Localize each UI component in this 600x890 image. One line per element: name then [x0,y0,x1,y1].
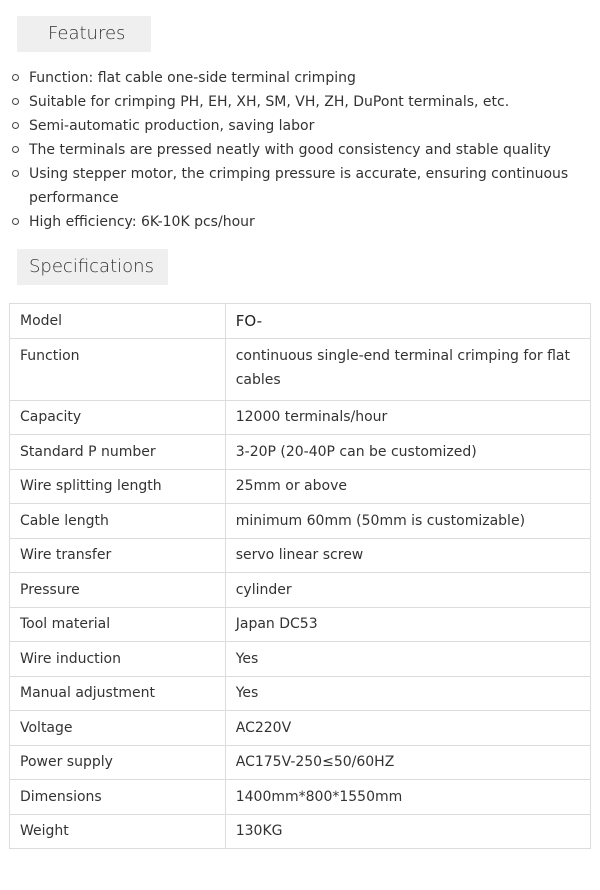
bullet-icon [12,122,19,129]
spec-value: servo linear screw [225,538,590,573]
spec-label: Model [10,304,226,339]
table-row [10,814,591,849]
bullet-icon [12,98,19,105]
table-row [10,642,591,677]
spec-value: FO- [225,304,590,339]
table-row [10,304,591,339]
spec-value: 25mm or above [225,469,590,504]
bullet-icon [12,146,19,153]
specifications-table [9,303,591,849]
spec-value: Yes [225,676,590,711]
table-row [10,745,591,780]
table-row [10,711,591,746]
feature-text: Suitable for crimping PH, EH, XH, SM, VH, ZH, DuPont terminals, etc. [29,94,510,110]
table-row [10,676,591,711]
feature-item [10,138,590,162]
table-row [10,538,591,573]
features-list [10,66,590,234]
table-row [10,504,591,539]
feature-item [10,66,590,90]
spec-value: 3-20P (20-40P can be customized) [225,435,590,470]
spec-label: Wire transfer [10,538,226,573]
spec-label: Wire splitting length [10,469,226,504]
spec-label: Manual adjustment [10,676,226,711]
bullet-icon [12,170,19,177]
feature-text: High efficiency: 6K-10K pcs/hour [29,214,255,230]
feature-item [10,90,590,114]
table-row [10,469,591,504]
spec-value: AC220V [225,711,590,746]
features-heading: Features [17,16,151,52]
feature-text: The terminals are pressed neatly with good consistency and stable quality [29,142,551,158]
table-row [10,607,591,642]
feature-text: Function: flat cable one-side terminal crimping [29,70,356,86]
spec-label: Dimensions [10,780,226,815]
spec-value: minimum 60mm (50mm is customizable) [225,504,590,539]
spec-value: 12000 terminals/hour [225,400,590,435]
spec-label: Wire induction [10,642,226,677]
spec-value: Yes [225,642,590,677]
spec-label: Standard P number [10,435,226,470]
spec-value: 130KG [225,814,590,849]
spec-label: Weight [10,814,226,849]
spec-label: Tool material [10,607,226,642]
table-row [10,573,591,608]
bullet-icon [12,218,19,225]
table-row [10,435,591,470]
spec-label: Power supply [10,745,226,780]
spec-label: Voltage [10,711,226,746]
spec-value: cylinder [225,573,590,608]
spec-value: continuous single-end terminal crimping for flat cables [225,338,590,400]
feature-item [10,210,590,234]
feature-text: Using stepper motor, the crimping pressure is accurate, ensuring continuous performance [29,166,569,206]
spec-value: Japan DC53 [225,607,590,642]
bullet-icon [12,74,19,81]
specifications-heading: Specifications [17,249,168,285]
spec-label: Capacity [10,400,226,435]
spec-label: Function [10,338,226,400]
spec-value: AC175V-250≤50/60HZ [225,745,590,780]
spec-label: Cable length [10,504,226,539]
table-row [10,338,591,400]
feature-text: Semi-automatic production, saving labor [29,118,315,134]
feature-item [10,114,590,138]
spec-label: Pressure [10,573,226,608]
spec-value: 1400mm*800*1550mm [225,780,590,815]
feature-item [10,162,590,210]
table-row [10,780,591,815]
table-row [10,400,591,435]
